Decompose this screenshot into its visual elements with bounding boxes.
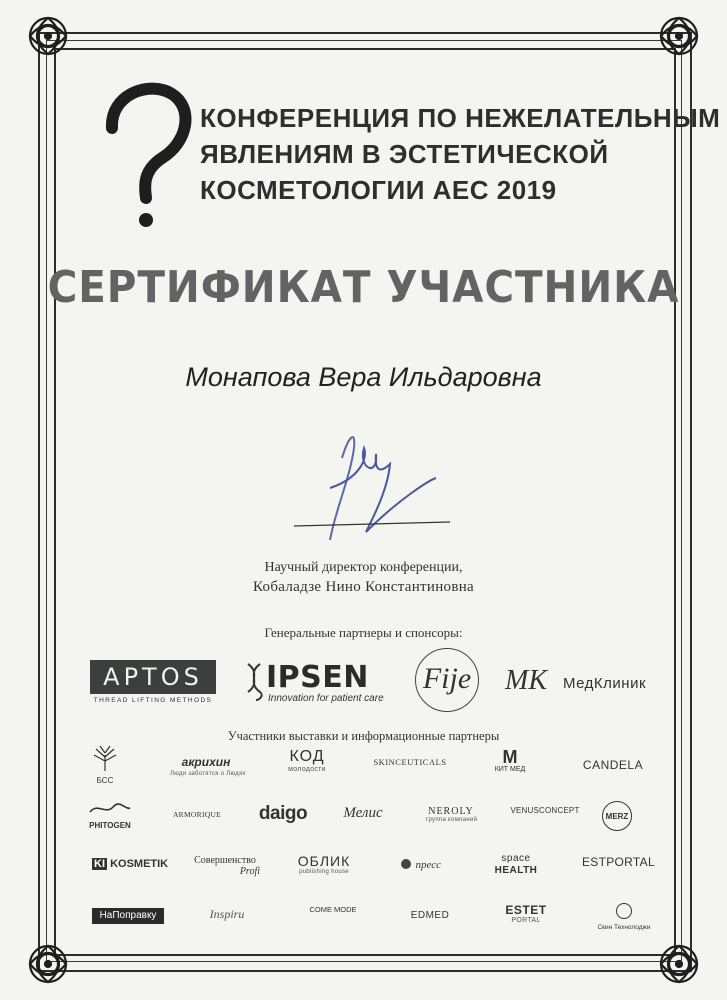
skin-technology-name: Скин Технолоджи [597,924,651,931]
director-name: Кобаладзе Нино Константиновна [252,579,475,595]
phitogen-name: PHITOGEN [89,821,131,830]
estet-sub: PORTAL [511,917,541,924]
certificate-title: СЕРТИФИКАТ УЧАСТНИКА [47,262,680,313]
corner-ornament-top-left [20,8,76,64]
venusconcept-logo: VENUSCONCEPT [510,806,580,815]
kod-tagline: молодости [288,766,326,773]
space-health-line-1: space [501,853,531,864]
bss-logo [88,745,122,785]
medclinic-logo [505,665,650,705]
ipsen-name: IPSEN [266,660,369,695]
question-mark-face-logo [100,80,194,230]
dna-helix-icon [242,662,266,702]
akrikhin-tagline: Люди заботятся о Людях [170,771,246,777]
edmed-logo: EDMED [410,910,450,921]
space-health-logo [488,853,544,877]
space-health-line-2: HEALTH [494,865,538,876]
medclinic-name: МедКлиник [563,675,647,692]
neroly-logo [426,806,476,823]
corner-ornament-top-right [651,8,707,64]
press-name: пресс [415,859,441,871]
daigo-logo: daigo [258,803,308,824]
skinceuticals-logo: SKINCEUTICALS [373,757,447,767]
akrikhin-name: акрихин [181,755,231,769]
skin-technology-logo [592,903,656,931]
neroly-name: NEROLY [428,806,474,817]
sovershenstvo-logo [190,855,260,877]
recipient-name: Монапова Вера Ильдаровна [185,362,542,392]
bss-name: БСС [96,776,114,785]
fije-logo: Fije [415,648,479,712]
medical-press-logo [394,855,448,873]
kod-logo [282,748,332,773]
tree-icon [88,745,122,771]
neroly-tagline: группа компаний [426,817,478,823]
kit-med-name: КИТ МЕД [494,766,526,773]
akrikhin-logo [170,753,246,777]
aptos-name: APTOS [90,660,216,694]
napopravku-logo: НаПоправку [92,908,164,924]
comemode-logo: COME MODE [309,905,357,914]
corner-ornament-bottom-right [651,936,707,992]
general-partners-label: Генеральные партнеры и спонсоры: [264,625,463,640]
kit-med-logo: M КИТ МЕД [494,747,526,773]
estet-name: ESTET [505,903,547,917]
aptos-logo [90,660,216,710]
ipsen-tagline: Innovation for patient care [268,693,384,704]
director-signature [290,418,460,548]
conference-title-line-3: КОСМЕТОЛОГИИ AEC 2019 [200,175,557,205]
oblik-name: ОБЛИК [297,853,351,869]
kosmetik-name: KOSMETIK [110,858,169,870]
estet-portal-logo [496,903,556,924]
inspiru-logo: Inspiru [209,907,245,921]
armorique-logo: ARMORIQUE [172,810,222,819]
sovershenstvo-name: Совершенство [194,855,256,866]
merz-logo: MERZ [602,801,632,831]
conference-title [200,100,721,208]
corner-ornament-bottom-left [20,936,76,992]
kod-name: КОД [289,748,325,765]
conference-title-line-2: ЯВЛЕНИЯМ В ЭСТЕТИЧЕСКОЙ [200,139,609,169]
medclinic-monogram: MK [505,665,547,696]
director-label: Научный директор конференции, [264,560,463,575]
melis-logo: Мелис [343,805,383,821]
conference-title-line-1: КОНФЕРЕНЦИЯ ПО НЕЖЕЛАТЕЛЬНЫМ [200,103,721,133]
kosmetik-logo: KI KOSMETIK [94,858,169,870]
estportal-logo: ESTPORTAL [582,855,655,869]
phitogen-logo [88,802,132,830]
oblik-tagline: publishing house [299,869,349,875]
exhibitors-label: Участники выставки и информационные партнеры [227,729,500,743]
aptos-tagline: THREAD LIFTING METHODS [93,697,213,704]
ipsen-logo [242,660,392,704]
profi-name: Profi [239,866,260,877]
wave-icon [88,802,132,816]
candela-logo: CANDELA [582,758,644,772]
oblik-logo [290,853,358,875]
